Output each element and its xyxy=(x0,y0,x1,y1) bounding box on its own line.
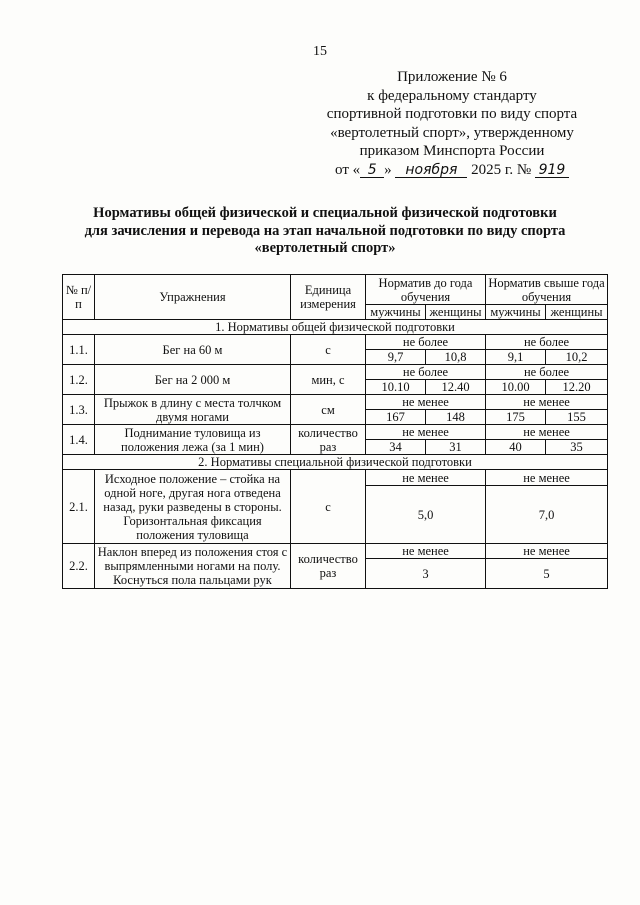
appendix-line: «вертолетный спорт», утвержденному xyxy=(330,124,574,141)
section-heading: 2. Нормативы специальной физической подготовки xyxy=(63,455,608,470)
row-unit: с xyxy=(291,335,366,365)
header-num: № п/п xyxy=(63,275,95,320)
row-condition: не менее xyxy=(366,470,486,486)
header-group1: Норматив до года обучения xyxy=(366,275,486,305)
value-men: 34 xyxy=(366,440,426,455)
row-condition: не менее xyxy=(486,395,608,410)
appendix-line: Приложение № 6 xyxy=(397,69,507,85)
row-exercise: Бег на 60 м xyxy=(95,335,291,365)
document-title xyxy=(60,205,590,258)
row-num: 2.1. xyxy=(63,470,95,544)
row-num: 1.3. xyxy=(63,395,95,425)
row-unit: см xyxy=(291,395,366,425)
value-women: 12.40 xyxy=(426,380,486,395)
norms-table xyxy=(62,274,608,589)
appendix-block xyxy=(302,68,602,180)
value-women: 148 xyxy=(426,410,486,425)
appendix-line: спортивной подготовки по виду спорта xyxy=(326,106,578,123)
value-men: 40 xyxy=(486,440,546,455)
row-condition: не менее xyxy=(486,425,608,440)
value-women: 10,2 xyxy=(546,350,608,365)
row-num: 1.4. xyxy=(63,425,95,455)
row-unit: мин, с xyxy=(291,365,366,395)
value-women: 31 xyxy=(426,440,486,455)
title-line: «вертолетный спорт» xyxy=(254,240,396,256)
row-exercise: Прыжок в длину с места толчком двумя ногами xyxy=(95,395,291,425)
header-women: женщины xyxy=(426,305,486,320)
row-condition: не менее xyxy=(366,395,486,410)
row-exercise: Наклон вперед из положения стоя с выпрямленными ногами на полу. Коснуться пола пальцами рук xyxy=(95,544,291,589)
value-women: 10,8 xyxy=(426,350,486,365)
row-condition: не менее xyxy=(366,425,486,440)
order-day: 5 xyxy=(360,163,384,178)
value-men: 167 xyxy=(366,410,426,425)
row-unit: количество раз xyxy=(291,425,366,455)
order-date-line xyxy=(302,161,602,180)
row-condition: не более xyxy=(486,365,608,380)
row-exercise: Бег на 2 000 м xyxy=(95,365,291,395)
value-combined: 3 xyxy=(366,559,486,589)
value-men: 10.00 xyxy=(486,380,546,395)
row-condition: не более xyxy=(366,335,486,350)
row-condition: не более xyxy=(366,365,486,380)
value-women: 155 xyxy=(546,410,608,425)
value-women: 35 xyxy=(546,440,608,455)
value-men: 10.10 xyxy=(366,380,426,395)
value-men: 9,1 xyxy=(486,350,546,365)
page-number: 15 xyxy=(313,44,327,59)
row-condition: не менее xyxy=(366,544,486,559)
title-line: Нормативы общей физической и специальной физической подготовки xyxy=(93,205,557,221)
header-unit: Единица измерения xyxy=(291,275,366,320)
section-heading: 1. Нормативы общей физической подготовки xyxy=(63,320,608,335)
order-year: 2025 г. № xyxy=(471,161,532,178)
row-num: 1.2. xyxy=(63,365,95,395)
value-combined: 7,0 xyxy=(486,486,608,544)
value-women: 12.20 xyxy=(546,380,608,395)
title-line: для зачисления и перевода на этап начальной подготовки по виду спорта xyxy=(84,222,566,239)
row-num: 2.2. xyxy=(63,544,95,589)
row-condition: не менее xyxy=(486,544,608,559)
value-men: 175 xyxy=(486,410,546,425)
header-exercise: Упражнения xyxy=(95,275,291,320)
appendix-line: к федеральному стандарту xyxy=(367,87,537,104)
header-men: мужчины xyxy=(366,305,426,320)
row-condition: не более xyxy=(486,335,608,350)
value-combined: 5 xyxy=(486,559,608,589)
date-prefix: от « xyxy=(335,161,361,178)
date-mid: » xyxy=(384,161,392,178)
value-men: 9,7 xyxy=(366,350,426,365)
value-combined: 5,0 xyxy=(366,486,486,544)
header-women: женщины xyxy=(546,305,608,320)
header-group2: Норматив свыше года обучения xyxy=(486,275,608,305)
row-condition: не менее xyxy=(486,470,608,486)
row-exercise: Поднимание туловища из положения лежа (за 1 мин) xyxy=(95,425,291,455)
order-number: 919 xyxy=(535,163,569,178)
appendix-line: приказом Минспорта России xyxy=(359,143,545,160)
row-num: 1.1. xyxy=(63,335,95,365)
order-month: ноября xyxy=(395,163,467,178)
row-exercise: Исходное положение – стойка на одной ноге, другая нога отведена назад, руки разведены в стороны. Горизонтальная фиксация положения туловища xyxy=(95,470,291,544)
row-unit: с xyxy=(291,470,366,544)
header-men: мужчины xyxy=(486,305,546,320)
row-unit: количество раз xyxy=(291,544,366,589)
